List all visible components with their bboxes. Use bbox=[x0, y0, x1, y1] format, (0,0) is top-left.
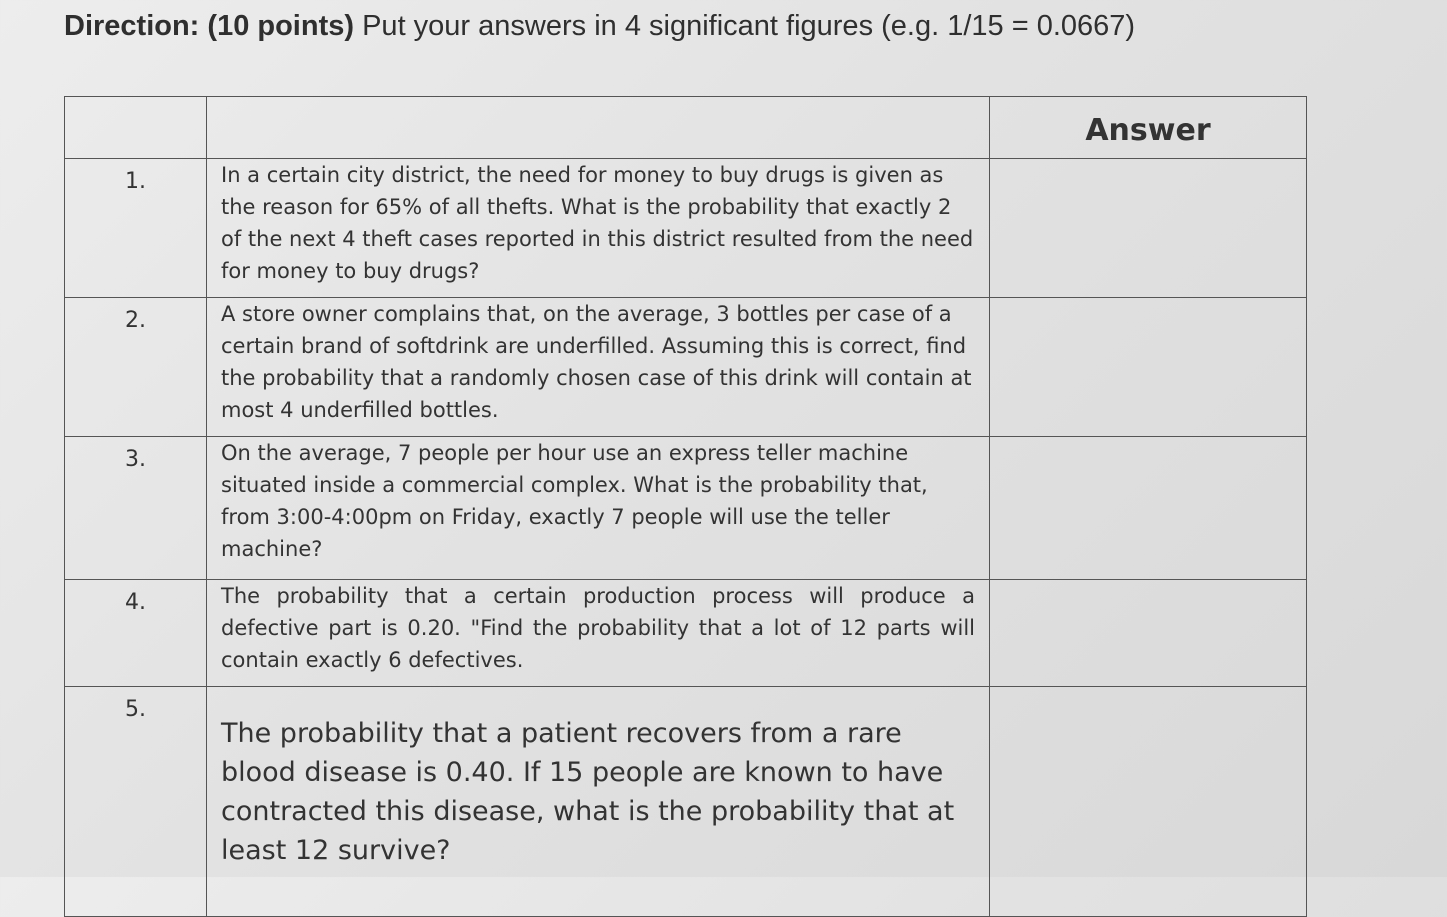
answer-cell[interactable] bbox=[990, 687, 1307, 917]
header-question-cell bbox=[207, 97, 990, 159]
answer-cell[interactable] bbox=[990, 159, 1307, 298]
header-number-cell bbox=[65, 97, 207, 159]
question-number: 4. bbox=[65, 580, 207, 687]
direction-label: Direction: bbox=[64, 10, 200, 42]
answer-cell[interactable] bbox=[990, 298, 1307, 437]
table-row bbox=[65, 687, 1307, 917]
question-table bbox=[64, 96, 1307, 917]
table-row bbox=[65, 159, 1307, 298]
question-number: 2. bbox=[65, 298, 207, 437]
answer-cell[interactable] bbox=[990, 437, 1307, 580]
question-number: 5. bbox=[65, 687, 207, 917]
question-text: The probability that a patient recovers from a rare blood disease is 0.40. If 15 people are known to have contracted this disease, what is the probability that at least 12 survive? bbox=[207, 687, 990, 917]
question-number: 3. bbox=[65, 437, 207, 580]
direction-heading bbox=[64, 10, 1135, 43]
answer-header: Answer bbox=[990, 97, 1307, 159]
direction-instruction: Put your answers in 4 significant figures (e.g. 1/15 = 0.0667) bbox=[362, 10, 1136, 42]
table-header-row bbox=[65, 97, 1307, 159]
table-row bbox=[65, 437, 1307, 580]
question-text: A store owner complains that, on the average, 3 bottles per case of a certain brand of softdrink are underfilled. Assuming this is correct, find the probability that a randomly chosen case of this drink will contain at most 4 underfilled bottles. bbox=[207, 298, 990, 437]
question-number: 1. bbox=[65, 159, 207, 298]
points-label: (10 points) bbox=[207, 10, 355, 42]
table-row bbox=[65, 298, 1307, 437]
question-text: The probability that a certain production process will produce a defective part is 0.20. "Find the probability that a lot of 12 parts will contain exactly 6 defectives. bbox=[207, 580, 990, 687]
table-row bbox=[65, 580, 1307, 687]
question-text: In a certain city district, the need for money to buy drugs is given as the reason for 65% of all thefts. What is the probability that exactly 2 of the next 4 theft cases reported in this district resulted from the need for money to buy drugs? bbox=[207, 159, 990, 298]
question-text: On the average, 7 people per hour use an express teller machine situated inside a commercial complex. What is the probability that, from 3:00-4:00pm on Friday, exactly 7 people will use the teller machine? bbox=[207, 437, 990, 580]
answer-cell[interactable] bbox=[990, 580, 1307, 687]
